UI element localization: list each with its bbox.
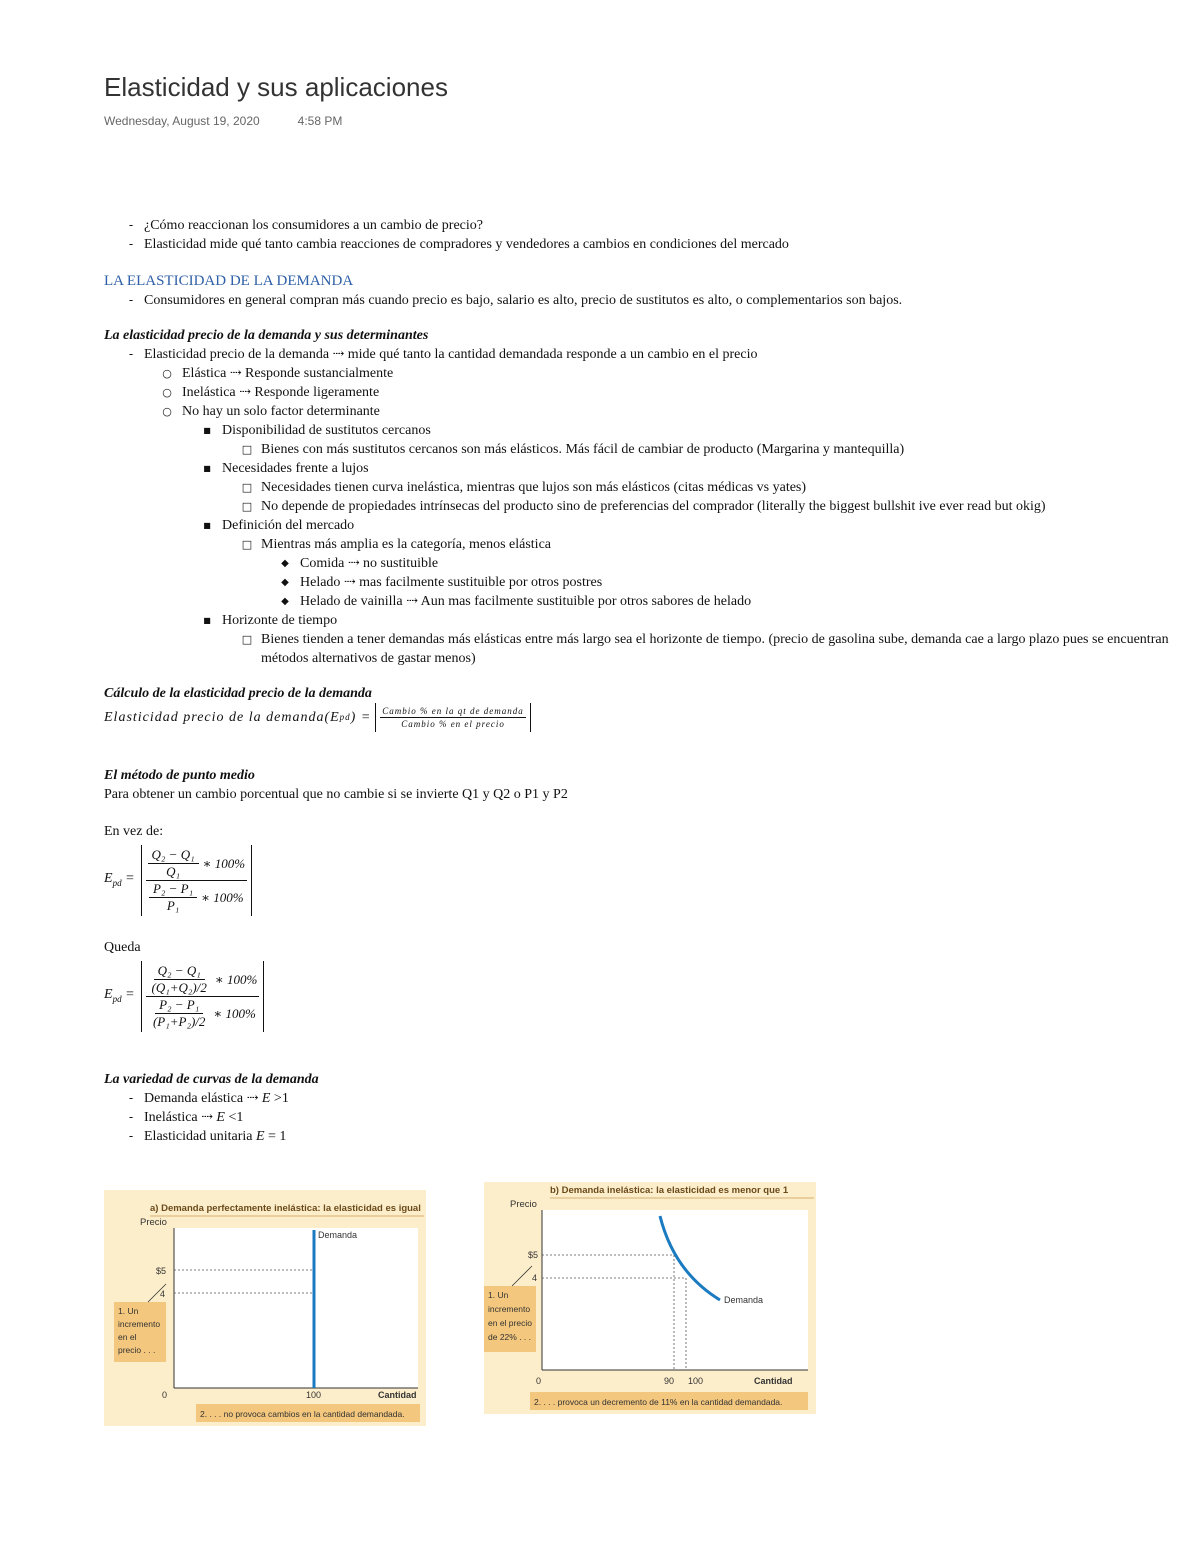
list-item: - Consumidores en general compran más cuando precio es bajo, salario es alto, precio de sustitutos es alto, o complementarios son bajos. bbox=[104, 291, 1194, 310]
figure-b-xlabel: Cantidad bbox=[754, 1376, 793, 1386]
figure-b-note: 1. Un incremento en el precio de 22% . . . bbox=[488, 1290, 532, 1342]
dash-bullet-icon: - bbox=[128, 1091, 134, 1105]
paragraph: En vez de: bbox=[104, 824, 164, 839]
dash-bullet-icon: - bbox=[128, 347, 134, 361]
figure-a-xlabel: Cantidad bbox=[378, 1390, 417, 1400]
hollow-square-bullet-icon: □ bbox=[241, 443, 253, 456]
figure-b-ylabel: Precio bbox=[510, 1199, 537, 1210]
figure-b-x-value-100: 100 bbox=[688, 1376, 704, 1386]
list-item: ■ Horizonte de tiempo bbox=[104, 611, 1194, 630]
figure-b-x-zero: 0 bbox=[536, 1376, 542, 1386]
list-item: ■ Definición del mercado bbox=[104, 516, 1194, 535]
list-item: - Demanda elástica ⇢ E >1 bbox=[104, 1089, 1194, 1108]
circle-bullet-icon: ○ bbox=[162, 367, 172, 380]
section1-list bbox=[104, 291, 1194, 310]
figure-b-x-value-90: 90 bbox=[664, 1376, 675, 1386]
diamond-bullet-icon: ◆ bbox=[281, 577, 289, 588]
list-item: - ¿Cómo reaccionan los consumidores a un cambio de precio? bbox=[104, 216, 1194, 235]
figure-inelastic bbox=[484, 1182, 816, 1414]
section2-list bbox=[104, 345, 1194, 668]
square-bullet-icon: ■ bbox=[203, 521, 211, 530]
list-item: ○ Inelástica ⇢ Responde ligeramente bbox=[104, 383, 1194, 402]
hollow-square-bullet-icon: □ bbox=[241, 500, 253, 513]
square-bullet-icon: ■ bbox=[203, 616, 211, 625]
figure-b-price-low: 4 bbox=[532, 1273, 538, 1283]
list-item: □ Mientras más amplia es la categoría, menos elástica bbox=[241, 537, 552, 552]
figure-b-bottom-note: 2. . . . provoca un decremento de 11% en la cantidad demandada. bbox=[534, 1397, 783, 1407]
midpoint-formula: $E_{pd}$ = $\frac{\text{Q₂ − Q₁}}{\text{(Q₁+Q₂)/2}}$ ∗ 100% $\frac{\text{P₂ − P₁}}{\text{(P₁+P₂)/2}}$ ∗ 100% bbox=[104, 961, 1194, 1032]
subsection-heading: La variedad de curvas de la demanda bbox=[104, 1072, 319, 1087]
list-item: ◆ Helado ⇢ mas facilmente sustituible por otros postres bbox=[104, 573, 1194, 592]
list-item: ○ No hay un solo factor determinante bbox=[104, 402, 1194, 421]
figure-b-price-high: $5 bbox=[528, 1250, 539, 1260]
dash-bullet-icon: - bbox=[128, 218, 134, 232]
list-item: □ Bienes con más sustitutos cercanos son más elásticos. Más fácil de cambiar de producto (Margarina y mantequilla) bbox=[241, 442, 905, 457]
hollow-square-bullet-icon: □ bbox=[241, 538, 253, 551]
section-heading: LA ELASTICIDAD DE LA DEMANDA bbox=[104, 273, 354, 289]
square-bullet-icon: ■ bbox=[203, 464, 211, 473]
figure-a-price-low: 4 bbox=[160, 1289, 166, 1299]
paragraph: Queda bbox=[104, 940, 141, 955]
figure-a-curve-label: Demanda bbox=[318, 1230, 358, 1240]
paragraph: Para obtener un cambio porcentual que no cambie si se invierte Q1 y Q2 o P1 y P2 bbox=[104, 787, 568, 802]
hollow-square-bullet-icon: □ bbox=[241, 633, 253, 646]
elasticity-fraction: $\frac{\text{Cambio \% en la qt de demanda}}{\text{Cambio \% en el precio}}$ bbox=[375, 703, 530, 732]
square-bullet-icon: ■ bbox=[203, 426, 211, 435]
hollow-square-bullet-icon: □ bbox=[241, 481, 253, 494]
subsection-heading: El método de punto medio bbox=[104, 768, 255, 783]
figure-b-curve-label: Demanda bbox=[724, 1295, 764, 1305]
note-body bbox=[104, 216, 1194, 1146]
figure-a-ylabel: Precio bbox=[140, 1217, 167, 1228]
list-item: - Elasticidad unitaria E = 1 bbox=[104, 1127, 1194, 1146]
list-item: □ No depende de propiedades intrínsecas del producto sino de preferencias del comprador (literally the biggest bullshit ive ever read but okig) bbox=[241, 499, 1046, 514]
circle-bullet-icon: ○ bbox=[162, 405, 172, 418]
subsection-heading: La elasticidad precio de la demanda y sus determinantes bbox=[104, 328, 429, 343]
list-item: ■ Disponibilidad de sustitutos cercanos bbox=[104, 421, 1194, 440]
circle-bullet-icon: ○ bbox=[162, 386, 172, 399]
figure-a-note: 1. Un incremento en el precio . . . bbox=[118, 1306, 161, 1355]
dash-bullet-icon: - bbox=[128, 237, 134, 251]
figure-a-title: a) Demanda perfectamente inelástica: la elasticidad es igual bbox=[150, 1203, 421, 1214]
figure-perfectly-inelastic bbox=[104, 1190, 426, 1426]
figure-a-x-value: 100 bbox=[306, 1390, 322, 1400]
list-item: - Elasticidad precio de la demanda ⇢ mide qué tanto la cantidad demandada responde a un cambio en el precio bbox=[104, 345, 1194, 364]
figure-a-x-zero: 0 bbox=[162, 1390, 168, 1400]
dash-bullet-icon: - bbox=[128, 293, 134, 307]
diamond-bullet-icon: ◆ bbox=[281, 558, 289, 569]
percent-change-formula: $E_{pd}$ = $\frac{\text{Q₂ − Q₁}}{\text{Q₁}}$ ∗ 100% $\frac{\text{P₂ − P₁}}{\text{P₁}}$ ∗ 100% bbox=[104, 845, 1194, 916]
page-time: 4:58 PM bbox=[297, 114, 343, 128]
dash-bullet-icon: - bbox=[128, 1110, 134, 1124]
list-item: ○ Elástica ⇢ Responde sustancialmente bbox=[104, 364, 1194, 383]
figure-a-svg bbox=[104, 1190, 426, 1426]
figure-a-price-high: $5 bbox=[156, 1266, 167, 1276]
figure-b-title: b) Demanda inelástica: la elasticidad es menor que 1 bbox=[550, 1185, 789, 1196]
list-item: ◆ Helado de vainilla ⇢ Aun mas facilmente sustituible por otros sabores de helado bbox=[104, 592, 1194, 611]
section5-list bbox=[104, 1089, 1194, 1146]
list-item: □ Necesidades tienen curva inelástica, mientras que lujos son más elásticos (citas médicas vs yates) bbox=[241, 480, 807, 495]
figure-a-bottom-note: 2. . . . no provoca cambios en la cantidad demandada. bbox=[200, 1409, 405, 1419]
list-item: ■ Necesidades frente a lujos bbox=[104, 459, 1194, 478]
subsection-heading: Cálculo de la elasticidad precio de la demanda bbox=[104, 686, 372, 701]
figure-b-svg bbox=[484, 1182, 816, 1414]
page-date: Wednesday, August 19, 2020 bbox=[104, 114, 260, 128]
list-item: - Elasticidad mide qué tanto cambia reacciones de compradores y vendedores a cambios en condiciones del mercado bbox=[104, 235, 1194, 254]
list-item: - Inelástica ⇢ E <1 bbox=[104, 1108, 1194, 1127]
dash-bullet-icon: - bbox=[128, 1129, 134, 1143]
diamond-bullet-icon: ◆ bbox=[281, 596, 289, 607]
page-title: Elasticidad y sus aplicaciones bbox=[104, 72, 448, 102]
list-item: ◆ Comida ⇢ no sustituible bbox=[104, 554, 1194, 573]
elasticity-formula: Elasticidad precio de la demanda (E pd ) = $\frac{\text{Cambio \% en la qt de demanda}}{\text{Cambio \% en el precio}}$ bbox=[104, 703, 1194, 732]
list-item: □ Bienes tienden a tener demandas más elásticas entre más largo sea el horizonte de tiempo. (precio de gasolina sube, demanda cae a largo plazo pues se encuentran métodos alternativos de gastar menos) bbox=[241, 632, 1169, 666]
intro-list bbox=[104, 216, 1194, 254]
page-meta bbox=[104, 114, 342, 128]
